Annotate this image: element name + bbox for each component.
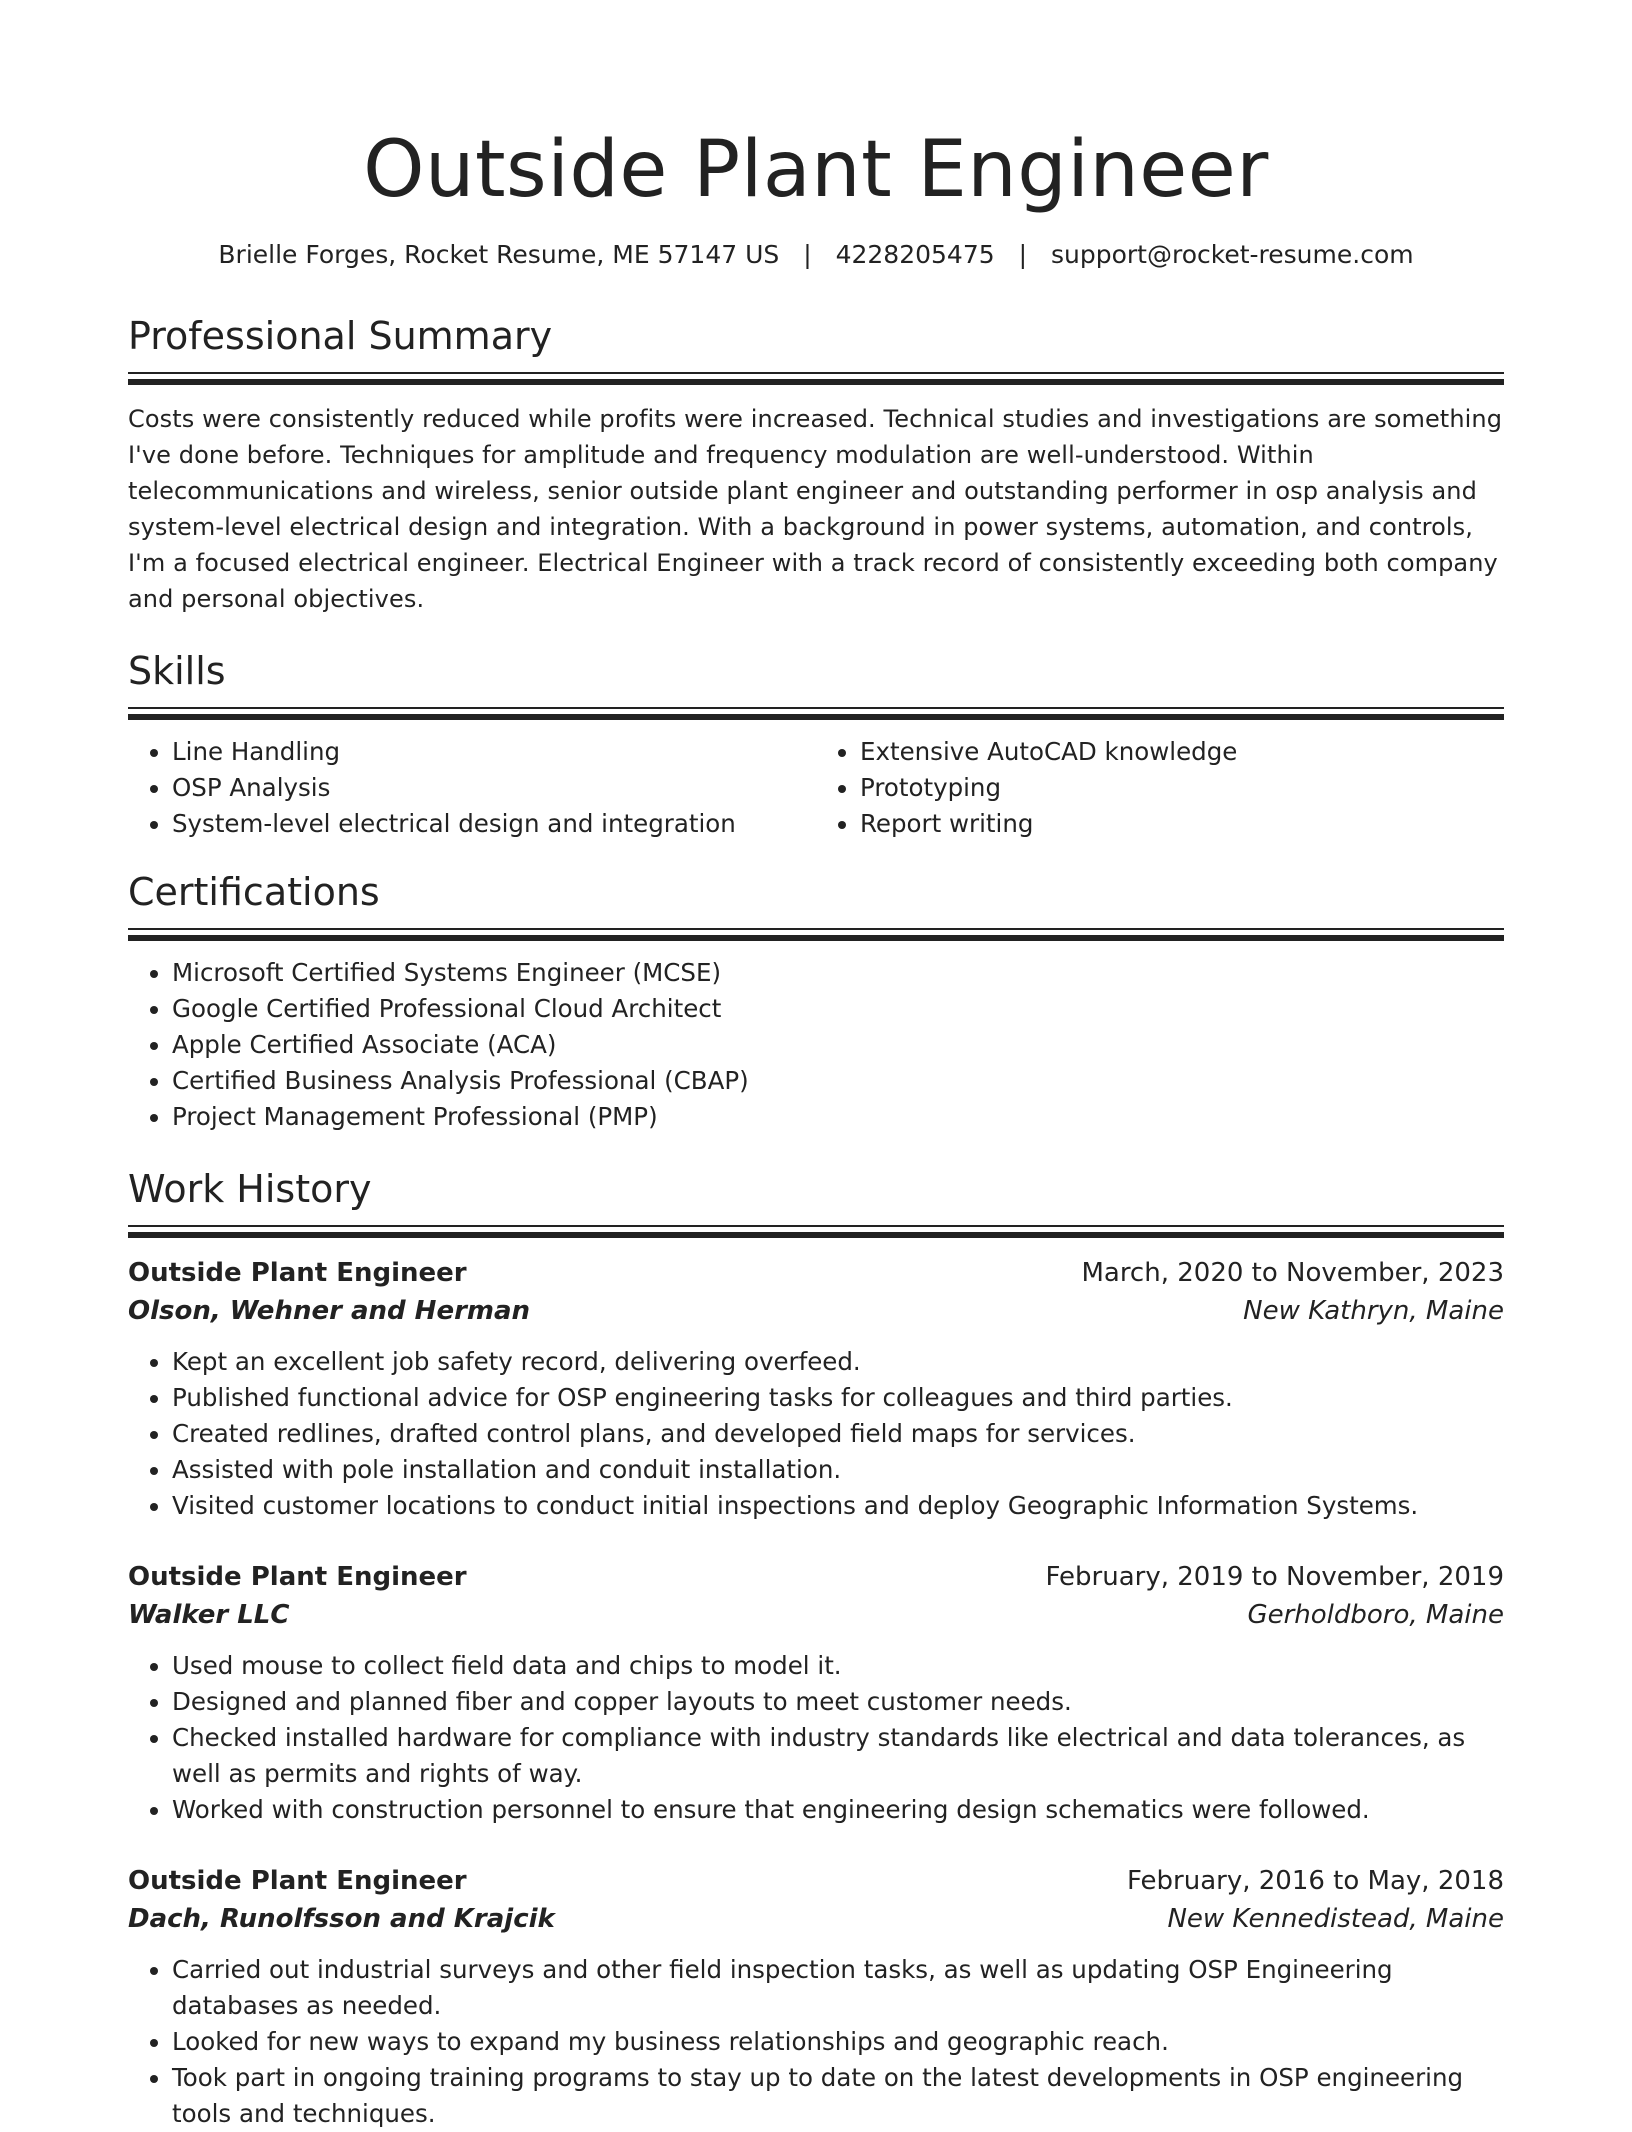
certification-item: • Google Certified Professional Cloud Architect (172, 991, 1504, 1027)
contact-separator: | (1018, 240, 1028, 269)
skill-item: • OSP Analysis (172, 770, 816, 806)
skills-list-left (128, 734, 816, 842)
job-entry (128, 1558, 1504, 1828)
job-header-row (128, 1254, 1504, 1292)
certification-item: • Certified Business Analysis Professional (CBAP) (172, 1063, 1504, 1099)
professional-summary-section (128, 312, 1504, 617)
skills-list-right (816, 734, 1504, 842)
section-heading: Certifications (128, 870, 380, 914)
contact-email: support@rocket-resume.com (1051, 240, 1414, 269)
contact-separator: | (803, 240, 812, 269)
skills-columns (128, 720, 1504, 842)
job-company-row (128, 1292, 1504, 1330)
job-company-row (128, 1596, 1504, 1634)
section-divider (128, 928, 1504, 941)
job-bullets (128, 1952, 1504, 2132)
job-bullet: • Created redlines, drafted control plans, and developed field maps for services. (172, 1416, 1504, 1452)
job-company-row (128, 1900, 1504, 1938)
summary-text: Costs were consistently reduced while profits were increased. Technical studies and investigations are something I've done before. Techniques for amplitude and frequency modulation are well-understood. Within telecommunications and wireless, senior outside plant engineer and outstanding performer in osp analysis and system-level electrical design and integration. With a background in power systems, automation, and controls, I'm a focused electrical engineer. Electrical Engineer with a track record of consistently exceeding both company and personal objectives. (128, 405, 1503, 613)
job-bullets (128, 1648, 1504, 1828)
resume-page (128, 0, 1504, 2132)
job-entry (128, 1862, 1504, 2132)
job-location: New Kathryn, Maine (1243, 1296, 1504, 1326)
job-dates: February, 2019 to November, 2019 (1045, 1562, 1504, 1592)
skills-section (128, 647, 1504, 842)
work-history-section (128, 1165, 1504, 2132)
job-bullet: • Assisted with pole installation and conduit installation. (172, 1452, 1504, 1488)
section-heading: Work History (128, 1167, 372, 1211)
certification-item: • Apple Certified Associate (ACA) (172, 1027, 1504, 1063)
job-dates: February, 2016 to May, 2018 (1127, 1866, 1504, 1896)
skill-item: • Report writing (860, 806, 1504, 842)
job-location: Gerholdboro, Maine (1247, 1600, 1504, 1630)
section-heading: Skills (128, 649, 226, 693)
job-bullet: • Kept an excellent job safety record, delivering overfeed. (172, 1344, 1504, 1380)
certification-item: • Microsoft Certified Systems Engineer (MCSE) (172, 955, 1504, 991)
skill-item: • Prototyping (860, 770, 1504, 806)
job-bullet: • Looked for new ways to expand my business relationships and geographic reach. (172, 2024, 1504, 2060)
job-title: Outside Plant Engineer (128, 1258, 467, 1288)
job-bullet: • Carried out industrial surveys and other field inspection tasks, as well as updating OSP Engineering databases as needed. (172, 1952, 1504, 2024)
certifications-section (128, 868, 1504, 1135)
job-bullet: • Designed and planned fiber and copper layouts to meet customer needs. (172, 1684, 1504, 1720)
section-divider (128, 1225, 1504, 1238)
job-bullets (128, 1344, 1504, 1524)
job-bullet: • Checked installed hardware for compliance with industry standards like electrical and data tolerances, as well as permits and rights of way. (172, 1720, 1504, 1792)
job-bullet: • Took part in ongoing training programs to stay up to date on the latest developments in OSP engineering tools and techniques. (172, 2060, 1504, 2132)
job-dates: March, 2020 to November, 2023 (1081, 1258, 1504, 1288)
job-title: Outside Plant Engineer (128, 1562, 467, 1592)
job-bullet: • Published functional advice for OSP engineering tasks for colleagues and third parties. (172, 1380, 1504, 1416)
skill-item: • Line Handling (172, 734, 816, 770)
job-location: New Kennedistead, Maine (1167, 1904, 1504, 1934)
section-heading: Professional Summary (128, 314, 553, 358)
contact-phone: 4228205475 (835, 240, 995, 269)
job-entry (128, 1254, 1504, 1524)
job-bullet: • Used mouse to collect field data and chips to model it. (172, 1648, 1504, 1684)
job-title: Outside Plant Engineer (128, 1866, 467, 1896)
contact-line (128, 238, 1504, 272)
section-divider (128, 372, 1504, 385)
contact-address: Brielle Forges, Rocket Resume, ME 57147 US (218, 240, 780, 269)
job-header-row (128, 1558, 1504, 1596)
job-company: Walker LLC (128, 1600, 290, 1630)
certification-item: • Project Management Professional (PMP) (172, 1099, 1504, 1135)
job-company: Olson, Wehner and Herman (128, 1296, 531, 1326)
certifications-list (128, 955, 1504, 1135)
skill-item: • System-level electrical design and integration (172, 806, 816, 842)
skill-item: • Extensive AutoCAD knowledge (860, 734, 1504, 770)
section-divider (128, 707, 1504, 720)
job-bullet: • Visited customer locations to conduct initial inspections and deploy Geographic Information Systems. (172, 1488, 1504, 1524)
job-company: Dach, Runolfsson and Krajcik (128, 1904, 555, 1934)
resume-title: Outside Plant Engineer (363, 125, 1269, 215)
job-bullet: • Worked with construction personnel to ensure that engineering design schematics were followed. (172, 1792, 1504, 1828)
job-header-row (128, 1862, 1504, 1900)
